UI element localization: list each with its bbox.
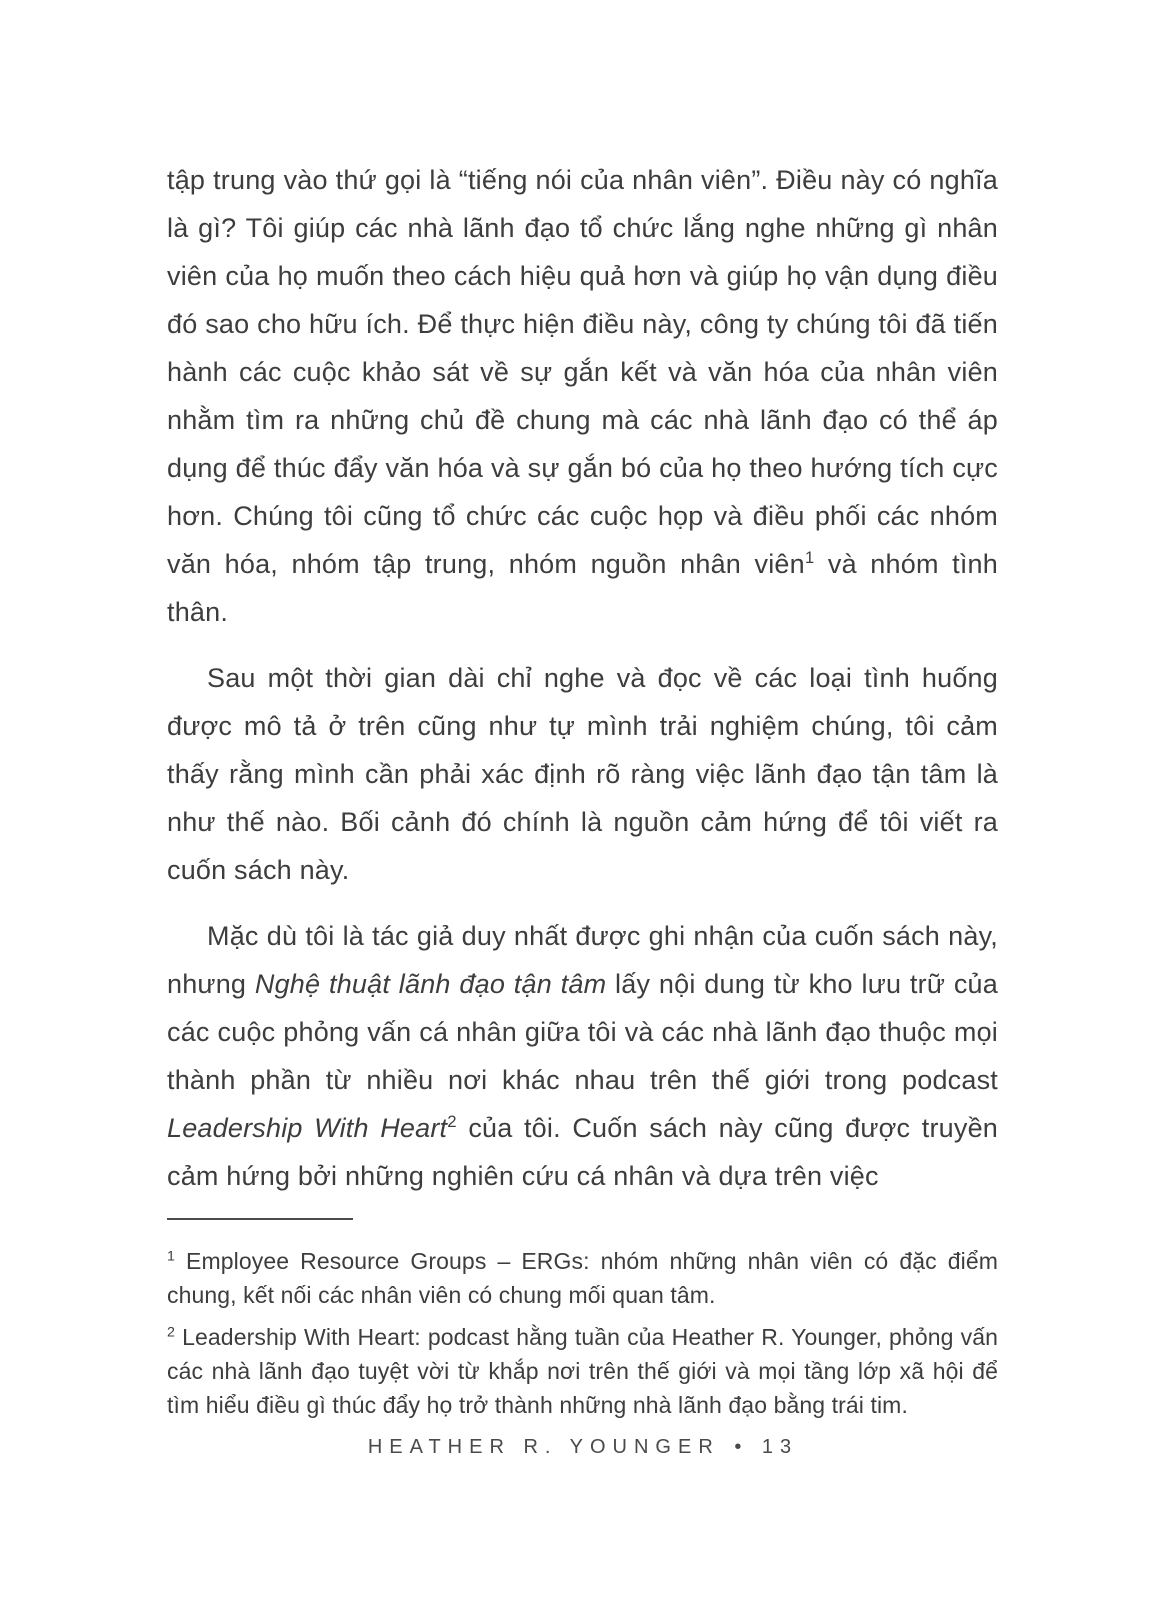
footnote-divider (167, 1218, 353, 1220)
text-segment: tập trung vào thứ gọi là “tiếng nói của nhân viên”. Điều này có nghĩa là gì? Tôi giúp các nhà lãnh đạo tổ chức lắng nghe những gì nhân viên của họ muốn theo cách hiệu quả hơn và giúp họ vận dụng điều đó sao cho hữu ích. Để thực hiện điều này, công ty chúng tôi đã tiến hành các cuộc khảo sát về sự gắn kết và văn hóa của nhân viên nhằm tìm ra những chủ đề chung mà các nhà lãnh đạo có thể áp dụng để thúc đẩy văn hóa và sự gắn bó của họ theo hướng tích cực hơn. Chúng tôi cũng tổ chức các cuộc họp và điều phối các nhóm văn hóa, nhóm tập trung, nhóm nguồn nhân viên (167, 165, 998, 579)
footnote-marker: 2 (447, 1112, 457, 1131)
text-segment: và nhóm tình thân. (167, 549, 998, 627)
text-segment: lấy nội dung từ kho lưu trữ của các cuộc phỏng vấn cá nhân giữa tôi và các nhà lãnh đạo thuộc mọi thành phần từ nhiều nơi khác nhau trên thế giới trong podcast (167, 969, 998, 1095)
footnotes-block (167, 1244, 998, 1422)
running-footer-author: HEATHER R. YOUNGER (367, 1436, 720, 1458)
footnote (167, 1244, 998, 1312)
footnote-marker: 2 (167, 1324, 176, 1341)
page-number: 13 (761, 1436, 799, 1458)
italic-title-segment: Nghệ thuật lãnh đạo tận tâm (254, 969, 607, 999)
text-segment: Mặc dù tôi là tác giả duy nhất được ghi nhận của cuốn sách này, nhưng (167, 921, 998, 999)
footer-bullet: • (734, 1436, 742, 1458)
paragraph (167, 912, 998, 1200)
paragraph (167, 654, 998, 894)
footnote (167, 1320, 998, 1422)
footnote-marker: 1 (804, 548, 815, 567)
italic-title-segment: Leadership With Heart (167, 1113, 448, 1143)
page-footer (0, 1436, 1166, 1459)
footnote-marker: 1 (167, 1248, 176, 1265)
body-text (167, 156, 998, 1200)
text-segment: Sau một thời gian dài chỉ nghe và đọc về các loại tình huống được mô tả ở trên cũng như tự mình trải nghiệm chúng, tôi cảm thấy rằng mình cần phải xác định rõ ràng việc lãnh đạo tận tâm là như thế nào. Bối cảnh đó chính là nguồn cảm hứng để tôi viết ra cuốn sách này. (167, 663, 998, 885)
paragraph (167, 156, 998, 636)
text-segment: Employee Resource Groups – ERGs: nhóm những nhân viên có đặc điểm chung, kết nối các nhân viên có chung mối quan tâm. (167, 1248, 998, 1308)
text-segment: Leadership With Heart: podcast hằng tuần của Heather R. Younger, phỏng vấn các nhà lãnh đạo tuyệt vời từ khắp nơi trên thế giới và mọi tầng lớp xã hội để tìm hiểu điều gì thúc đẩy họ trở thành những nhà lãnh đạo bằng trái tim. (167, 1324, 998, 1418)
text-segment: của tôi. Cuốn sách này cũng được truyền cảm hứng bởi những nghiên cứu cá nhân và dựa trên việc (167, 1113, 999, 1191)
